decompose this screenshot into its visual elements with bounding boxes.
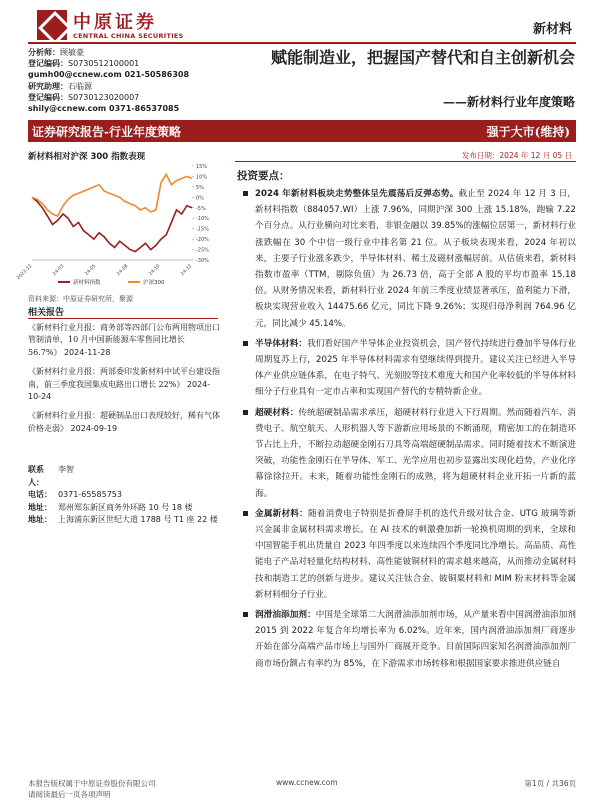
- header-divider: [28, 42, 576, 44]
- y-tick-label: -15%: [196, 226, 209, 233]
- report-type-banner: [28, 120, 576, 142]
- key-points-heading: 投资要点：: [237, 170, 290, 182]
- analyst-contact: gumh00@ccnew.com 021-50586308: [28, 70, 190, 80]
- sector-tag: 新材料: [532, 22, 572, 37]
- key-point-body: 截止至 2024 年 12 月 3 日，新材料指数（884057.WI）上涨 7.96%，同期沪深 300 上涨 15.18%，跑输 7.22 个百分点。从行业横向对比来看，非银金融以 39.85%的涨幅位居第一，新材料行业涨跌幅在 30 个中信一级行业中排名第 21 位。从子板块表现来看，2024 年初以来，主要子行业涨多跌少，半导体材料、稀土及磁材涨幅居前。从估值来看，新材料指数市盈率（TTM，剔除负值）为 26.73 倍，高于全部 A 股的平均市盈率 15.18 倍。从财务情况来看，新材料行业 2024 年前三季度业绩显著承压，盈利能力下滑，板块实现营业收入 14475.66 亿元，同比下降 9.26%；实现归母净利润 764.96 亿元，同比减少 45.14%。: [255, 189, 576, 329]
- x-tick-label: 24-05: [84, 263, 98, 277]
- website-link[interactable]: www.ccnew.com: [276, 778, 338, 787]
- square-bullet-icon: [243, 612, 248, 617]
- report-title: 赋能制造业，把握国产替代和自主创新机会: [270, 48, 575, 67]
- analyst-info: [28, 47, 228, 114]
- key-point-lead: 金属新材料：: [255, 508, 308, 519]
- key-point-lead: 2024 年新材料板块走势整体呈先震荡后反弹态势。: [255, 189, 459, 199]
- analyst-contact: shily@ccnew.com 0371-86537085: [28, 104, 180, 114]
- chart-source: 资料来源：中原证券研究所，聚源: [28, 295, 133, 303]
- key-point-item: [237, 405, 576, 502]
- company-logo: [37, 8, 187, 46]
- related-reports-heading: 相关报告: [28, 308, 65, 318]
- analyst-row: 登记编码：S0730512100001: [28, 59, 140, 69]
- footer-notice: [28, 778, 156, 800]
- date-divider: [235, 161, 576, 162]
- y-tick-label: -10%: [196, 216, 209, 223]
- related-divider: [28, 318, 218, 319]
- series-line: [32, 174, 192, 216]
- related-report-title: 《新材料行业月报：超硬制品出口表现较好，稀有气体价格走弱》: [28, 411, 220, 433]
- key-point-body: 随着消费电子特别是折叠屏手机的迭代升级对钛合金、UTG 玻璃等新兴金属非金属材料需求增长。在 AI 技术的刺激叠加新一轮换机周期的到来，全球和中国智能手机出货量自 2023 年四季度以来连续四个季度同比净增长。高品质、高性能电子产品对轻量化结构材料、高性能铍铜材料的需求越来越高，从而推动金属材料技和制造工艺的创新与进步。建议关注钛合金、铍铜粟材料和 MIM 粉末材料等金属新材料细分子行业。: [255, 508, 576, 600]
- related-reports-list: [28, 322, 220, 442]
- chart-title: 新材料相对沪深 300 指数表现: [28, 152, 146, 162]
- contact-row: 地址： 上海浦东新区世纪大道 1788 号 T1 座 22 楼: [28, 515, 218, 524]
- key-point-lead: 超硬材料：: [255, 407, 299, 418]
- contact-row: 地址： 郑州郑东新区商务外环路 10 号 18 楼: [28, 502, 193, 512]
- contact-block: [28, 464, 228, 527]
- key-point-body: 我们看好国产半导体企业投资机会，国产替代持续进行叠加半导体行业周期复苏上行，2025 年半导体材料需求有望继续得到提升。建议关注已经进入半导体产业供应链体系，在电子特气、光刻胶等技术难度大和国产化率较低的半导体材料细分子行业具有一定市占率和实现国产替代的专精特新企业。: [255, 338, 576, 398]
- series-line: [32, 197, 192, 251]
- related-report-title: 《新材料行业月报：两部委印发新材料中试平台建设指南，前三季度我国集成电路出口增长 22%》: [28, 367, 220, 389]
- contact-row: 联系人： 李智: [28, 465, 74, 487]
- y-tick-label: -30%: [196, 258, 209, 264]
- key-point-body: 中国是全球第二大润滑油添加剂市场，从产量来看中国润滑油添加剂 2015 到 2022 年复合年均增长率为 6.02%。近年来，国内润滑油添加剂厂商逐步开始在部分高端产品市场上与国外厂商展开竞争。目前国际四家知名润滑油添加剂厂商市场份额占有率约为 85%，在下游需求市场转移和根据国家要求推进供应链自: [255, 610, 576, 669]
- logo-cn-text: 中原证券: [73, 12, 157, 33]
- analyst-row: 分析师：顾敏豪: [28, 48, 84, 57]
- analyst-row: 登记编码：S0730123020007: [28, 92, 140, 102]
- key-point-item: [237, 607, 576, 672]
- report-subtitle: ——新材料行业年度策略: [442, 95, 575, 109]
- contact-row: 电话： 0371-65585753: [28, 490, 122, 499]
- y-tick-label: 5%: [196, 184, 204, 191]
- page-number: 第1页 / 共36页: [524, 779, 576, 788]
- legend-label: 沪深300: [143, 280, 165, 286]
- x-tick-label: 24-08: [116, 263, 130, 277]
- key-points-list: [237, 186, 576, 676]
- disclaimer-link[interactable]: 请阅读最后一页各项声明: [28, 790, 111, 799]
- related-report-title: 《新材料行业月报：商务部等四部门公布两用物项出口管制清单，10 月中国新能源车零售同比增长 56.7%》: [28, 323, 220, 357]
- square-bullet-icon: [243, 341, 248, 346]
- related-report-date: 2024-11-28: [63, 347, 111, 357]
- y-tick-label: 0%: [196, 195, 204, 202]
- square-bullet-icon: [243, 410, 248, 415]
- x-tick-label: 2023-12: [16, 263, 34, 281]
- x-tick-label: 24-12: [180, 263, 194, 277]
- legend-label: 新材料指数: [73, 280, 101, 286]
- y-tick-label: 10%: [196, 174, 208, 181]
- x-tick-label: 24-03: [52, 263, 66, 277]
- related-report-item[interactable]: [28, 322, 220, 359]
- related-report-item[interactable]: [28, 410, 220, 435]
- key-point-lead: 润滑油添加剂：: [255, 610, 316, 621]
- square-bullet-icon: [243, 191, 248, 196]
- related-report-date: 2024-10-24: [28, 379, 211, 402]
- key-point-item: [237, 186, 576, 332]
- square-bullet-icon: [243, 511, 248, 516]
- logo-en-text: CENTRAL CHINA SECURITIES: [73, 32, 184, 40]
- y-tick-label: -5%: [196, 205, 206, 212]
- publish-date: 发布日期：2024 年 12 月 05 日: [461, 151, 572, 160]
- key-point-lead: 半导体材料：: [255, 338, 308, 349]
- key-point-item: [237, 336, 576, 401]
- y-tick-label: -25%: [196, 247, 209, 254]
- y-tick-label: -20%: [196, 237, 209, 244]
- logo-mark-icon: [37, 10, 67, 40]
- related-report-date: 2024-09-19: [70, 423, 118, 433]
- rating: 强于大市(维持): [486, 125, 570, 139]
- key-point-body: 传统超硬制品需求承压，超硬材料行业进入下行周期。然而随着汽车、消费电子、航空航天、人形机器人等下游新应用场景的不断涌现，精密加工的在制造环节占比上升，不断拉动超硬金刚石刀具等高端超硬制品需求。同时随着技术不断演进突破，功能性金刚石在半导体、军工、光学应用也初步显露出实现化趋势，产业化序幕徐徐拉开。未来，随着功能性金刚石的成熟，将为超硬材料企业开拓一片新的蓝海。: [255, 407, 576, 499]
- related-report-item[interactable]: [28, 366, 220, 403]
- y-tick-label: 15%: [196, 164, 208, 170]
- copyright-text: 本报告版权属于中原证券股份有限公司: [28, 779, 156, 788]
- x-tick-label: 24-10: [148, 263, 162, 277]
- report-type: 证券研究报告-行业年度策略: [32, 125, 181, 139]
- key-point-item: [237, 506, 576, 603]
- performance-chart: [16, 162, 218, 290]
- performance-chart-svg: [16, 162, 218, 290]
- analyst-row: 研究助理：石临源: [28, 81, 92, 91]
